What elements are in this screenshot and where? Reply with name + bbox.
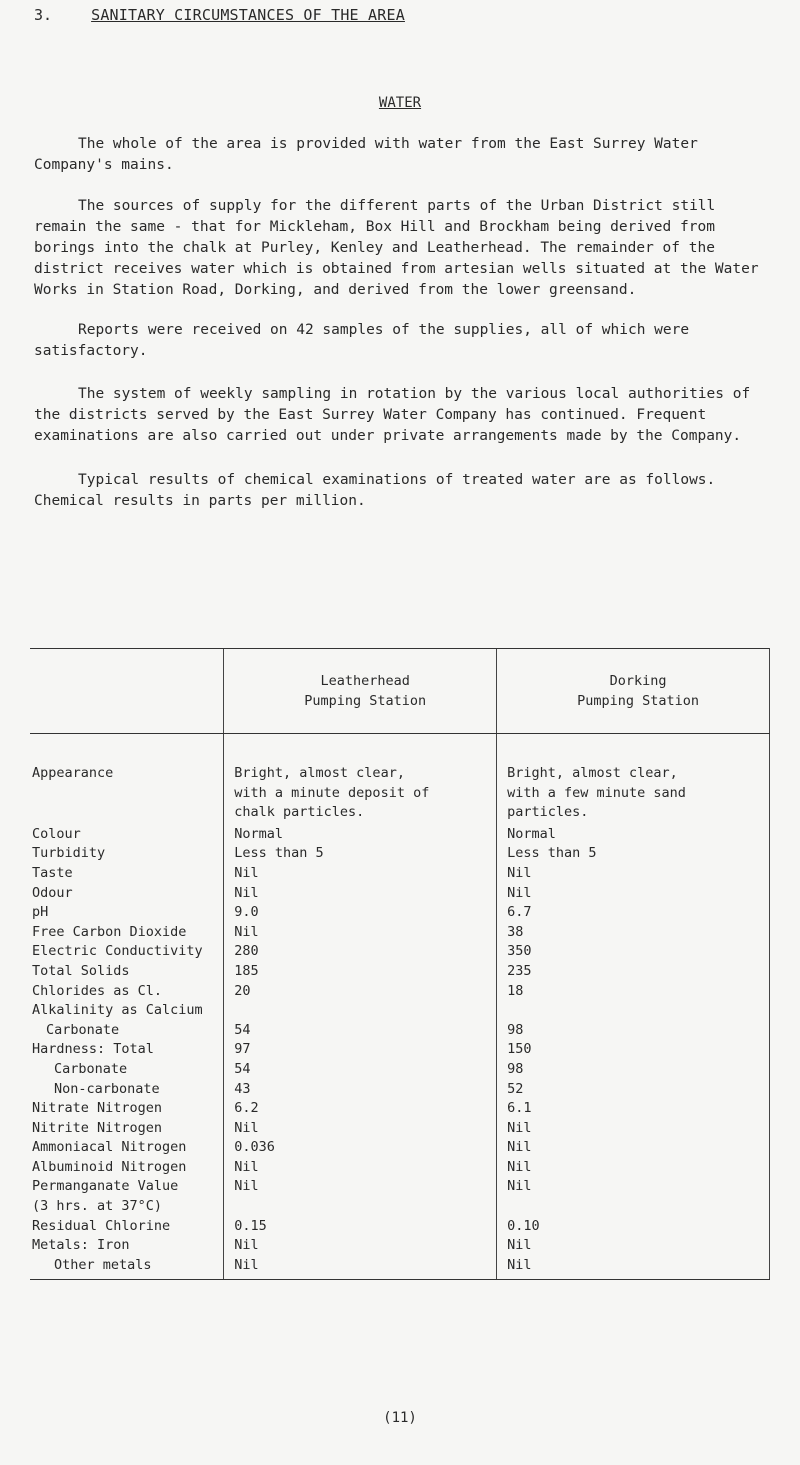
page-number: (11) [383,1410,417,1426]
dorking-value: 6.7 [497,903,770,923]
leatherhead-value: 0.15 [224,1217,497,1237]
table-row [30,942,770,962]
leatherhead-value: Normal [224,825,497,845]
leatherhead-value: Nil [224,864,497,884]
paragraph-1 [34,134,764,176]
dorking-value: 52 [497,1080,770,1100]
leatherhead-value: 97 [224,1040,497,1060]
leatherhead-value: 54 [224,1021,497,1041]
leatherhead-value: Nil [224,1177,497,1197]
row-label: Albuminoid Nitrogen [32,1158,187,1175]
dorking-value: 150 [497,1040,770,1060]
dorking-value: Less than 5 [497,844,770,864]
table-row [30,1060,770,1080]
dorking-value: 6.1 [497,1099,770,1119]
row-label: Residual Chlorine [32,1217,171,1234]
leatherhead-value: 9.0 [224,903,497,923]
dorking-value: 18 [497,982,770,1002]
row-label: Carbonate [54,1060,128,1077]
paragraph-5 [34,470,764,512]
leatherhead-value [224,1197,497,1217]
section-title: SANITARY CIRCUMSTANCES OF THE AREA [91,6,405,24]
row-label: pH [32,904,49,921]
row-label: Ammoniacal Nitrogen [32,1139,187,1156]
row-label: Permanganate Value [32,1178,179,1195]
row-label: Taste [32,864,73,881]
table-row [30,962,770,982]
dorking-value: Nil [497,1138,770,1158]
table-row [30,864,770,884]
table-row [30,1119,770,1139]
row-label: Carbonate [46,1021,120,1038]
leatherhead-value: Nil [224,1158,497,1178]
header-blank [30,649,224,734]
paragraph-3-text: Reports were received on 42 samples of the supplies, all of which were satisfactory. [34,322,690,359]
table-row [30,825,770,845]
dorking-value [497,1197,770,1217]
dorking-value: 98 [497,1021,770,1041]
table-row [30,1080,770,1100]
leatherhead-value: 0.036 [224,1138,497,1158]
table-row [30,982,770,1002]
row-label: Free Carbon Dioxide [32,923,187,940]
leatherhead-value: Nil [224,923,497,943]
table-row [30,1138,770,1158]
water-analysis-table [30,648,770,1280]
row-label: Colour [32,825,81,842]
subtitle-water: WATER [378,95,422,111]
table-row [30,1197,770,1217]
table-row [30,1177,770,1197]
table-header-row [30,649,770,734]
paragraph-2-text: The sources of supply for the different parts of the Urban District still remain the same - that for Mickleham, Box Hill and Brockham being derived from borings into the chalk at Purley, Kenley and Leatherhead. The remainder of the district receives water which is obtained from artesian wells situated at the Water Works in Station Road, Dorking, and derived from the lower greensand. [34,198,759,298]
table-row [30,1217,770,1237]
leatherhead-value: 54 [224,1060,497,1080]
row-label: (3 hrs. at 37°C) [32,1198,163,1215]
dorking-value: Nil [497,1256,770,1280]
header-dorking: Dorking Pumping Station [497,649,770,734]
table-row [30,1256,770,1280]
table-row [30,844,770,864]
leatherhead-value: Nil [224,1119,497,1139]
leatherhead-value [224,1001,497,1021]
paragraph-4 [34,384,764,447]
leatherhead-value: 43 [224,1080,497,1100]
leatherhead-value: Nil [224,1256,497,1280]
table-row [30,923,770,943]
leatherhead-value: 185 [224,962,497,982]
paragraph-1-text: The whole of the area is provided with water from the East Surrey Water Company's mains. [34,136,698,173]
dorking-value: Nil [497,1177,770,1197]
row-label: Appearance [32,765,114,781]
dorking-value: 235 [497,962,770,982]
table-row [30,1021,770,1041]
leatherhead-value: 20 [224,982,497,1002]
row-label: Metals: Iron [32,1237,130,1254]
row-label: Non-carbonate [54,1080,160,1097]
row-label: Total Solids [32,962,130,979]
row-label: Hardness: Total [32,1041,154,1058]
header-leatherhead: Leatherhead Pumping Station [224,649,497,734]
dorking-value: Nil [497,1119,770,1139]
dorking-value: 350 [497,942,770,962]
table-body [30,734,770,1280]
leatherhead-value: Bright, almost clear, with a minute deposit of chalk particles. [224,734,497,825]
paragraph-2 [34,196,764,301]
section-heading [34,6,405,24]
table-row [30,1099,770,1119]
dorking-value: 98 [497,1060,770,1080]
table-row [30,1236,770,1256]
table-row [30,1001,770,1021]
leatherhead-value: 280 [224,942,497,962]
row-label: Electric Conductivity [32,943,203,960]
dorking-value: Nil [497,1158,770,1178]
row-label: Other metals [30,1256,224,1280]
dorking-value: Bright, almost clear, with a few minute sand particles. [497,734,770,825]
leatherhead-value: 6.2 [224,1099,497,1119]
paragraph-4-text: The system of weekly sampling in rotation by the various local authorities of the districts served by the East Surrey Water Company has continued. Frequent examinations are also carried out under private arrangements made by the Company. [34,386,751,444]
paragraph-3 [34,320,764,362]
table-row [30,903,770,923]
leatherhead-value: Less than 5 [224,844,497,864]
row-label: Nitrite Nitrogen [32,1119,163,1136]
section-number: 3. [34,6,53,24]
table-row [30,884,770,904]
paragraph-5-text: Typical results of chemical examinations of treated water are as follows. Chemical results in parts per million. [34,472,716,509]
table-row [30,734,770,825]
row-label: Nitrate Nitrogen [32,1100,163,1117]
row-label: Alkalinity as Calcium [32,1002,203,1019]
dorking-value: 0.10 [497,1217,770,1237]
dorking-value: Nil [497,884,770,904]
dorking-value: Nil [497,864,770,884]
row-label: Chlorides as Cl. [32,982,163,999]
dorking-value [497,1001,770,1021]
row-label: Turbidity [32,845,106,862]
table-row [30,1040,770,1060]
leatherhead-value: Nil [224,884,497,904]
row-label: Odour [32,884,73,901]
table-row [30,1158,770,1178]
dorking-value: Nil [497,1236,770,1256]
dorking-value: Normal [497,825,770,845]
dorking-value: 38 [497,923,770,943]
leatherhead-value: Nil [224,1236,497,1256]
